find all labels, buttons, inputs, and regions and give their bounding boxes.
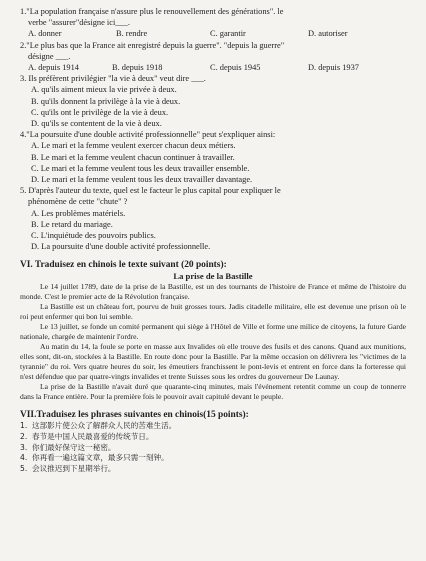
section-6-title: VI. Traduisez en chinois le texte suivant (20 points): [20,260,227,271]
option-b: B. rendre [116,29,148,39]
list-item: 3. 你们最好保守这一秘密。 [20,442,116,452]
passage-title: La prise de la Bastille [173,271,253,282]
question-2 [20,40,406,74]
question-5-stem-cont: phénomène de cette "chute" ? [28,197,128,207]
option-a: A. qu'ils aiment mieux la vie privée à deux. [31,85,177,95]
question-4-stem: 4."La poursuite d'une double activité professionnelle" peut s'expliquer ainsi: [20,130,276,140]
list-item: 5. 会议推迟到下星期举行。 [20,463,116,473]
option-d: D. La poursuite d'une double activité professionnelle. [31,242,211,252]
question-2-options [20,62,406,73]
question-1-options [20,28,406,39]
option-d: D. depuis 1937 [308,63,359,73]
option-a: A. depuis 1914 [28,63,79,73]
question-3 [20,73,406,129]
option-d: D. Le mari et la femme veulent tous les deux travailler davantage. [31,175,253,185]
option-d: D. qu'ils se contentent de la vie à deux. [31,119,162,129]
question-2-stem-cont: désigne ___. [28,51,71,61]
question-1-stem-cont: verbe "assurer"désigne ici___. [28,18,130,28]
option-c: C. depuis 1945 [210,63,261,73]
option-b: B. qu'ils donnent la privilège à la vie à deux. [31,96,181,106]
option-c: C. garantir [210,29,246,39]
question-2-stem: 2."Le plus bas que la France ait enregistré depuis la guerre". "depuis la guerre" [20,40,285,50]
question-3-stem: 3. Ils préfèrent privilégier "la vie à deux" veut dire ___. [20,74,206,84]
passage-paragraph-2: La Bastille est un château fort, pourvu de huit grosses tours. Jadis citadelle militaire, elle est devenue une prison où le roi peut enfermer qui bon lui semble. [20,302,406,322]
option-a: A. donner [28,29,62,39]
option-b: B. Le mari et la femme veulent chacun continuer à travailler. [31,152,235,162]
passage-paragraph-4: Au matin du 14, la foule se porte en masse aux Invalides où elle trouve des fusils et des canons. Quand aux munitions, elles sont, dit-on, stockées à la Bastille. En route donc pour la Bastille. Par la même occasion on délivrera les "victimes de la tyrannie" du roi. Vers quatre heures du soir, les émeutiers franchissent le pont-levis et entrent en force dans la forteresse qui n'est défendue que par quatre-vingts invalides et trente Suisses sous les ordres du gouverneur De Launay. [20,342,406,382]
list-item: 4. 你再看一遍这篇文章，最多只需一刻钟。 [20,453,169,463]
option-b: B. Le retard du mariage. [31,219,113,229]
option-a: A. Le mari et la femme veulent exercer chacun deux métiers. [31,141,236,151]
option-c: C. Le mari et la femme veulent tous les deux travailler ensemble. [31,163,250,173]
list-item: 1. 这部影片使公众了解群众人民的苦难生活。 [20,421,177,431]
option-a: A. Les problèmes matériels. [31,208,126,218]
section-7 [20,409,406,474]
option-c: C. qu'ils ont le privilège de la vie à deux. [31,107,169,117]
section-6 [20,259,406,402]
question-5-stem: 5. D'après l'auteur du texte, quel est le facteur le plus capital pour expliquer le [20,186,281,196]
passage-paragraph-1: Le 14 juillet 1789, date de la prise de la Bastille, est un des tournants de l'histoire de France et même de l'histoire du monde. C'est le premier acte de la Révolution française. [20,282,406,302]
option-c: C. L'inquiétude des pouvoirs publics. [31,231,156,241]
passage-paragraph-3: Le 13 juillet, se fonde un comité permanent qui siège à l'Hôtel de Ville et forme une milice de citoyens, la future Garde nationale, chargée de maintenir l'ordre. [20,322,406,342]
option-d: D. autoriser [308,29,348,39]
question-1-stem: 1."La population française n'assure plus le renouvellement des générations". le [20,7,284,16]
question-5 [20,185,406,252]
option-b: B. depuis 1918 [112,63,163,73]
section-7-title: VII.Traduisez les phrases suivantes en chinois(15 points): [20,410,249,421]
list-item: 2. 春节是中国人民最喜爱的传统节日。 [20,432,154,442]
question-4 [20,129,406,185]
passage-paragraph-5: La prise de la Bastille n'avait duré que quarante-cinq minutes, mais l'événement retentit comme un coup de tonnerre dans la France entière. Pour la première fois le pouvoir avait capitulé devant le peuple. [20,382,406,402]
question-1 [20,6,406,40]
